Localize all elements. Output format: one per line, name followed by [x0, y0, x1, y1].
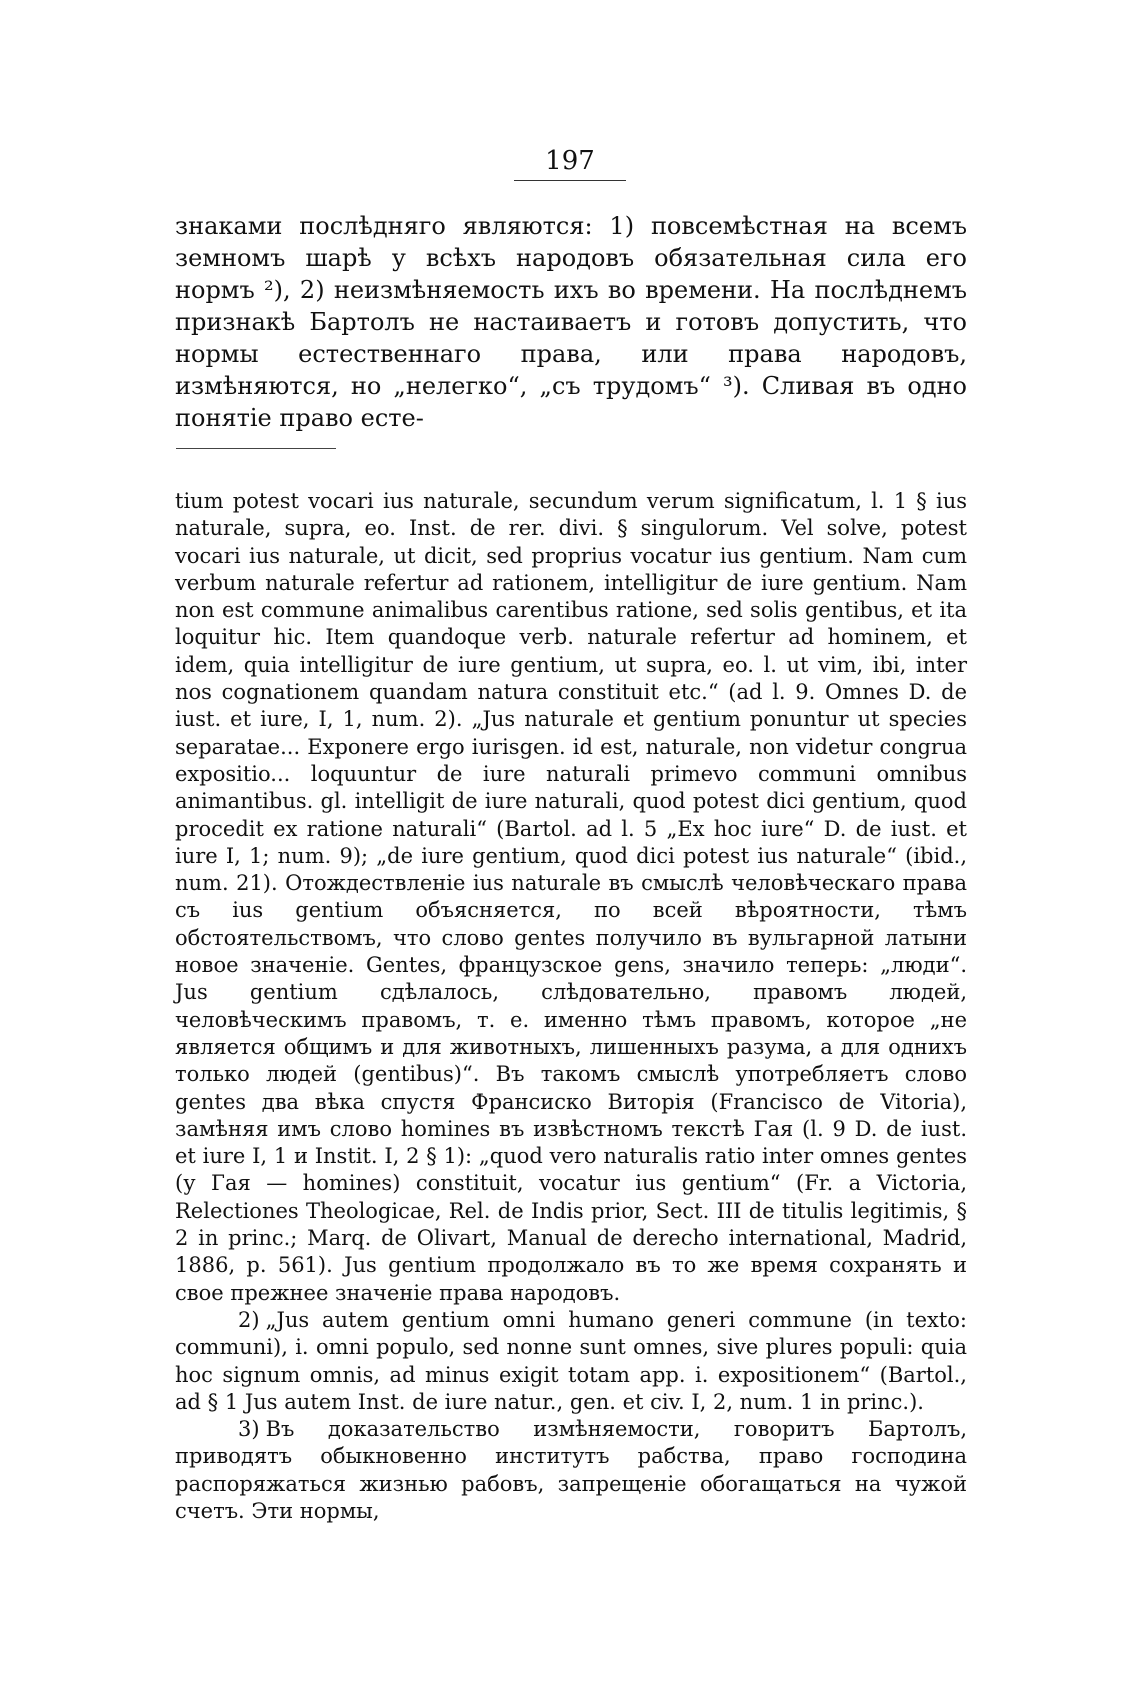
page-number-rule	[514, 180, 626, 181]
footnote-text: tium potest vocari ius naturale, secundum verum significatum, l. 1 § ius naturale, supra, eo. Inst. de rer. divi. § singulorum. Vel solve, potest vocari ius naturale, ut dicit, sed proprius vocatur ius gentium. Nam cum verbum naturale refertur ad rationem, intelligitur de iure gentium. Nam non est commune animalibus carentibus ratione, sed solis gentibus, et ita loquitur hic. Item quandoque verb. naturale refertur ad hominem, et idem, quia intelligitur de iure gentium, ut supra, eo. l. ut vim, ibi, inter nos cognationem quandam natura constituit etc.“ (ad l. 9. Omnes D. de iust. et iure, I, 1, num. 2). „Jus naturale et gentium ponuntur ut species separatae... Exponere ergo iurisgen. id est, naturale, non videtur congrua expositio... loquuntur de iure naturali primevo communi omnibus animantibus. gl. intelligit de iure naturali, quod potest dici gentium, quod procedit ex ratione naturali“ (Bartol. ad l. 5 „Ex hoc iure“ D. de iust. et iure I, 1; num. 9); „de iure gentium, quod dici potest ius naturale“ (ibid., num. 21). Отождествленіе ius naturale въ смыслѣ человѣческаго права съ ius gentium объясняется, по всей вѣроятности, тѣмъ обстоятельствомъ, что слово gentes получило въ вульгарной латыни новое значеніе. Gentes, французское gens, значило теперь: „люди“. Jus gentium сдѣлалось, слѣдовательно, правомъ людей, человѣческимъ правомъ, т. е. именно тѣмъ правомъ, которое „не является общимъ и для животныхъ, лишенныхъ разума, а для однихъ только людей (gentibus)“. Въ такомъ смыслѣ употребляетъ слово gentes два вѣка спустя Франсиско Виторія (Francisco de Vitoria), замѣняя имъ слово homines въ извѣстномъ текстѣ Гая (l. 9 D. de iust. et iure I, 1 и Instit. I, 2 § 1): „quod vero naturalis ratio inter omnes gentes (у Гая — homines) constituit, vocatur ius gentium“ (Fr. a Victoria, Relectiones Theologicae, Rel. de Indis prior, Sect. III de titulis legitimis, § 2 in princ.; Marq. de Olivart, Manual de derecho international, Madrid, 1886, p. 561). Jus gentium продолжало въ то же время сохранять и свое прежнее значеніе права народовъ.	[175, 489, 967, 1305]
footnote-number: 2)	[238, 1307, 260, 1332]
footnote-continuation	[175, 488, 967, 1307]
footnote-separator	[176, 448, 336, 449]
footnote-3	[175, 1416, 967, 1525]
footnote-text: „Jus autem gentium omni humano generi commune (in texto: communi), i. omni populo, sed nonne sunt omnes, sive plures populi: quia hoc signum omnis, ad minus exigit totam app. i. expositionem“ (Bartol., ad § 1 Jus autem Inst. de iure natur., gen. et civ. I, 2, num. 1 in princ.).	[175, 1307, 967, 1414]
footnote-text: Въ доказательство измѣняемости, говоритъ Бартолъ, приводятъ обыкновенно институтъ рабства, право господина распоряжаться жизнью рабовъ, запрещеніе обогащаться на чужой счетъ. Эти нормы,	[175, 1417, 967, 1523]
footnote-2	[175, 1307, 967, 1416]
page-number: 197	[545, 146, 595, 176]
footnote-number: 3)	[238, 1417, 260, 1442]
footnotes	[175, 488, 967, 1525]
main-paragraph: знаками послѣдняго являются: 1) повсемѣстная на всемъ земномъ шарѣ у всѣхъ народовъ обязательная сила его нормъ ²), 2) неизмѣняемость ихъ во времени. На послѣднемъ признакѣ Бартолъ не настаиваетъ и готовъ допустить, что нормы естественнаго права, или права народовъ, измѣняются, но „нелегко“, „съ трудомъ“ ³). Сливая въ одно понятіе право есте-	[175, 212, 967, 432]
